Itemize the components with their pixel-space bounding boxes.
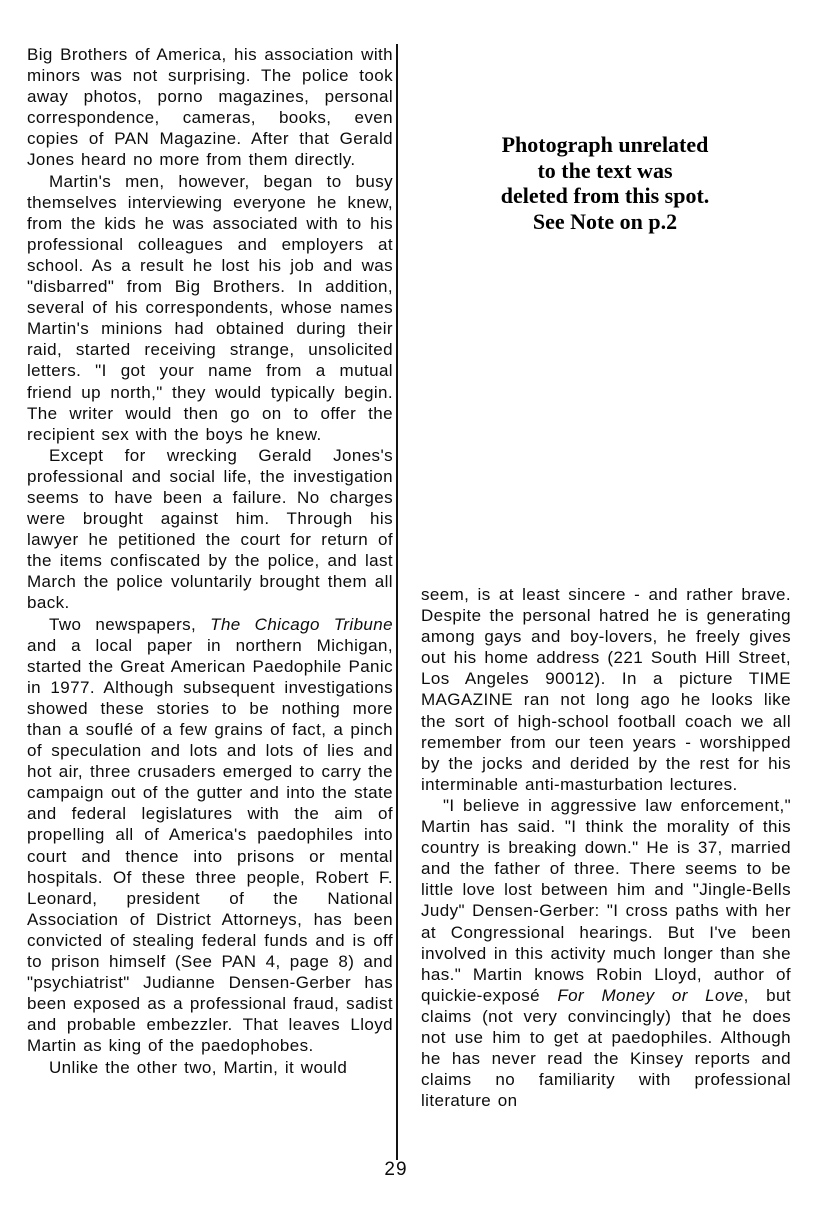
text-segment: Except for wrecking Gerald Jones's professional and social life, the investigation seems to have been a failure. No charges were brought against him. Through his lawyer he petitioned the court for return of the items confiscated by the police, and last March the police voluntarily brought them all back. bbox=[27, 445, 393, 613]
paragraph bbox=[27, 1057, 393, 1078]
text-segment: seem, is at least sincere - and rather brave. Despite the personal hatred he is generating among gays and boy-lovers, he freely gives out his home address (221 South Hill Street, Los Angeles 90012). In a picture TIME MAGAZINE ran not long ago he looks like the sort of high-school football coach we all remember from our teen years - worshipped by the jocks and derided by the rest for his interminable anti-masturbation lectures. bbox=[421, 585, 791, 794]
paragraph bbox=[27, 44, 393, 171]
paragraph bbox=[27, 445, 393, 614]
text-segment: , but claims (not very convincingly) that he does not use him to get at paedophiles. Although he has never read the Kinsey reports and claims no familiarity with professional literature on bbox=[421, 985, 791, 1111]
paragraph bbox=[421, 795, 791, 1111]
left-column bbox=[27, 44, 393, 1078]
notice-line: deleted from this spot. bbox=[500, 183, 710, 208]
column-divider-rule bbox=[396, 44, 398, 1160]
text-segment: and a local paper in northern Michigan, started the Great American Paedophile Panic in 1977. Although subsequent investigations showed these stories to be nothing more than a souflé of a few grains of fact, a pinch of speculation and lots and lots of lies and hot air, three crusaders emerged to carry the campaign out of the gutter and into the state and federal legislatures with the aim of propelling all of America's paedophiles into court and thence into prisons or mental hospitals. Of these three people, Robert F. Leonard, president of the National Association of District Attorneys, has been convicted of stealing federal funds and is off to prison himself (See PAN 4, page 8) and "psychiatrist" Judianne Densen-Gerber has been exposed as a professional fraud, sadist and probable embezzler. That leaves Lloyd Martin as king of the paedophobes. bbox=[27, 635, 393, 1056]
text-segment: Unlike the other two, Martin, it would bbox=[49, 1057, 348, 1077]
page-number: 29 bbox=[384, 1159, 408, 1180]
photo-deleted-notice bbox=[423, 132, 787, 234]
notice-line: See Note on p.2 bbox=[532, 208, 678, 234]
text-segment: Big Brothers of America, his association with minors was not surprising. The police took away photos, porno magazines, personal correspondence, cameras, books, even copies of PAN Magazine. After that Gerald Jones heard no more from them directly. bbox=[27, 45, 393, 170]
text-segment: Martin's men, however, began to busy themselves interviewing everyone he knew, from the kids he was associated with to his professional colleagues and employers at school. As a result he lost his job and was "disbarred" from Big Brothers. In addition, several of his correspondents, whose names Martin's minions had obtained during their raid, started receiving strange, unsolicited letters. "I got your name from a mutual friend up north," they would typically begin. The writer would then go on to offer the recipient sex with the boys he knew. bbox=[27, 171, 393, 444]
right-column bbox=[421, 584, 791, 1111]
italic-text-segment: The Chicago Tribune bbox=[210, 614, 393, 634]
text-segment: "I believe in aggressive law enforcement," Martin has said. "I think the morality of this country is breaking down." He is 37, married and the father of three. There seems to be little love lost between him and "Jingle-Bells Judy" Densen-Gerber: "I cross paths with her at Congressional hearings. But I've been involved in this activity much longer than she has." Martin knows Robin Lloyd, author of quickie-exposé bbox=[421, 795, 791, 1005]
notice-line: to the text was bbox=[537, 157, 673, 183]
paragraph bbox=[27, 614, 393, 1057]
paragraph bbox=[27, 171, 393, 445]
notice-line: Photograph unrelated bbox=[501, 132, 709, 157]
paragraph bbox=[421, 584, 791, 795]
text-segment: Two newspapers, bbox=[49, 614, 211, 634]
italic-text-segment: For Money or Love bbox=[557, 985, 744, 1005]
